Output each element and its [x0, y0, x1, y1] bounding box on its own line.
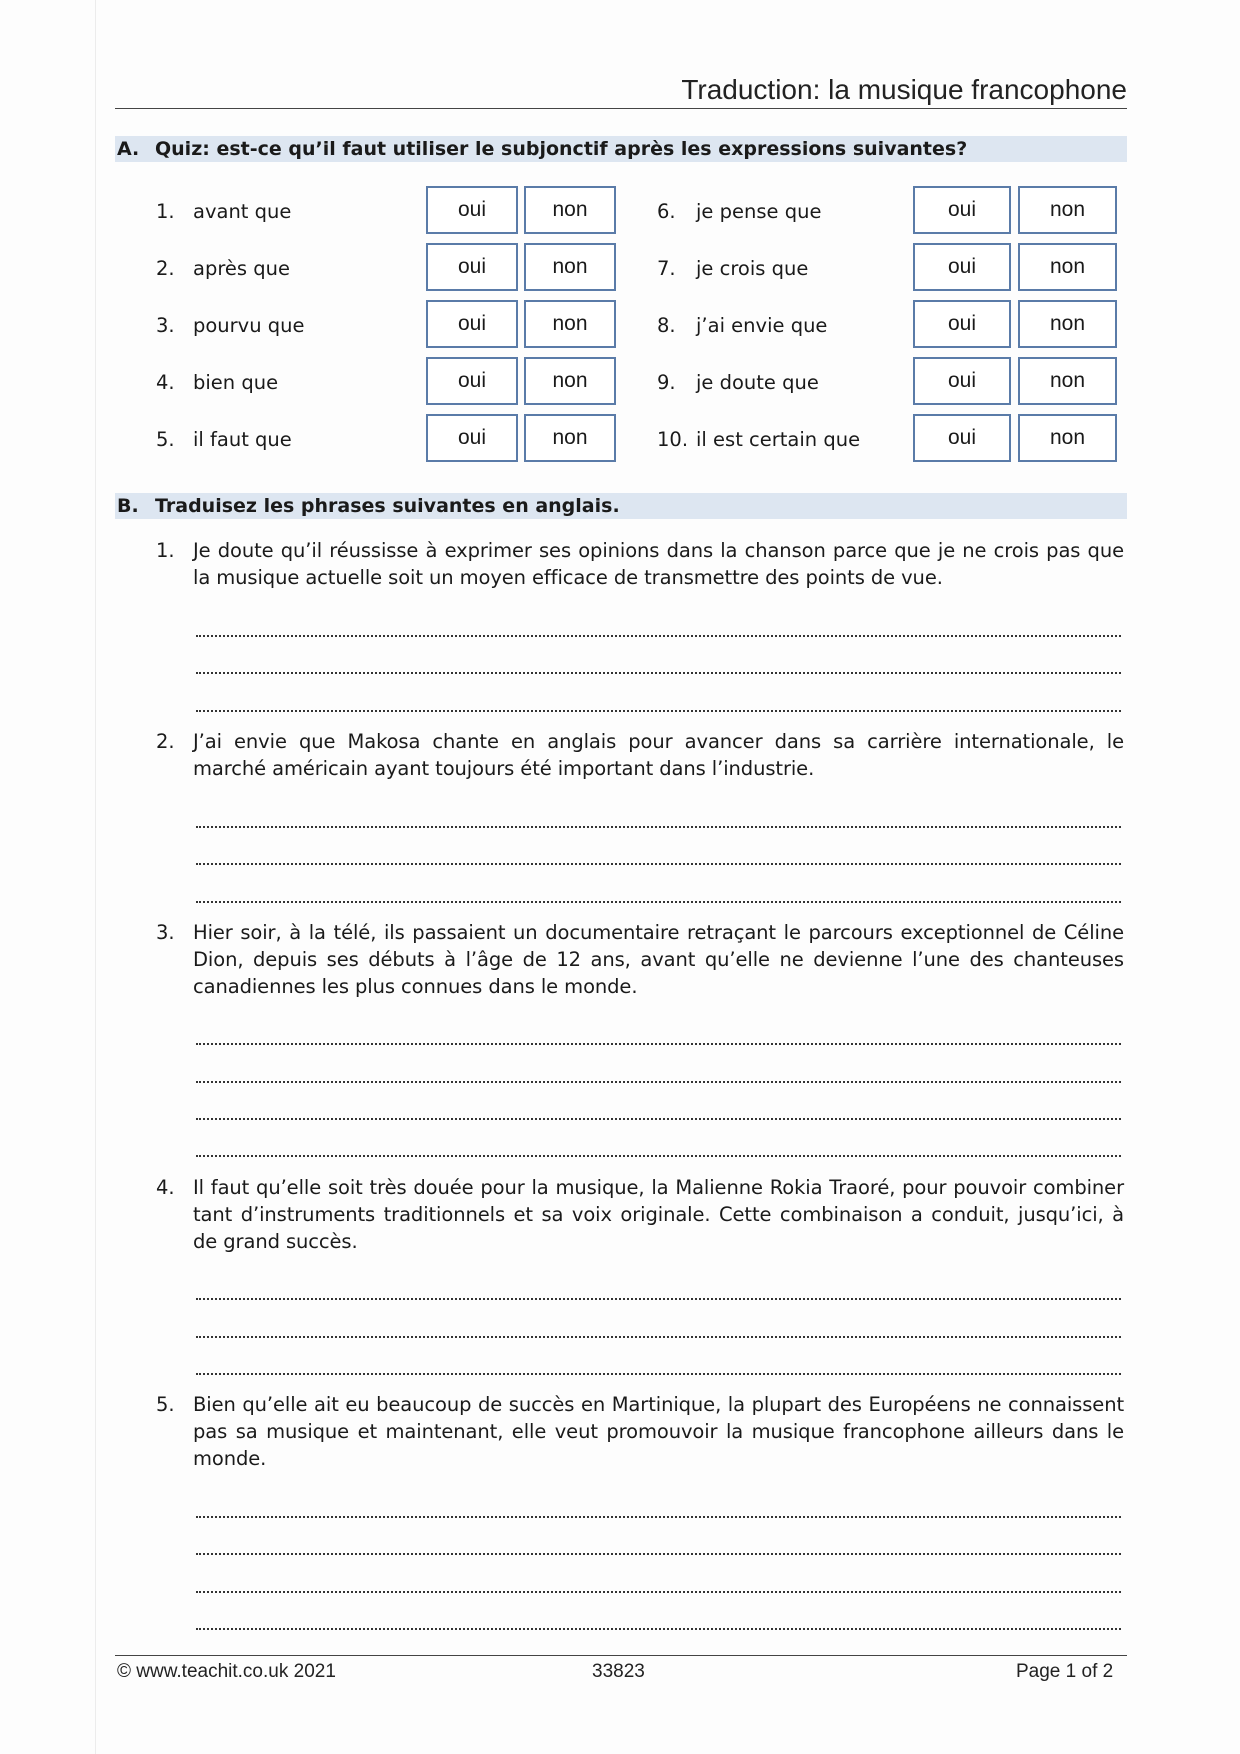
section-a-title: Quiz: est-ce qu’il faut utiliser le subjonctif après les expressions suivantes? [155, 138, 968, 160]
answer-line[interactable] [196, 672, 1121, 674]
quiz-number: 8. [657, 314, 676, 337]
non-option[interactable]: non [524, 357, 616, 405]
section-a-letter: A. [117, 138, 140, 160]
non-option[interactable]: non [1018, 243, 1117, 291]
non-option[interactable]: non [1018, 414, 1117, 462]
item-number: 1. [156, 539, 175, 562]
answer-line[interactable] [196, 635, 1121, 637]
french-sentence: Il faut qu’elle soit très douée pour la musique, la Malienne Rokia Traoré, pour pouvoir combiner tant d’instruments traditionnels et sa voix originale. Cette combinaison a conduit, jusqu’ici, à de grand succès. [193, 1176, 1124, 1253]
answer-line[interactable] [196, 1591, 1121, 1593]
quiz-expression: après que [193, 257, 291, 280]
answer-line[interactable] [196, 1043, 1121, 1045]
non-option[interactable]: non [524, 300, 616, 348]
answer-line[interactable] [196, 1373, 1121, 1375]
answer-line[interactable] [196, 710, 1121, 712]
non-option[interactable]: non [1018, 186, 1117, 234]
quiz-expression: il faut que [193, 428, 292, 451]
quiz-number: 2. [156, 257, 175, 280]
answer-line[interactable] [196, 1118, 1121, 1120]
section-b-title: Traduisez les phrases suivantes en anglais. [155, 495, 620, 517]
answer-line[interactable] [196, 1336, 1121, 1338]
footer-copyright: © www.teachit.co.uk 2021 [117, 1661, 336, 1682]
answer-line[interactable] [196, 1516, 1121, 1518]
french-sentence: Bien qu’elle ait eu beaucoup de succès en Martinique, la plupart des Européens ne connaissent pas sa musique et maintenant, elle veut promouvoir la musique francophone ailleurs dans le monde. [193, 1393, 1124, 1470]
page-title: Traduction: la musique francophone [681, 74, 1127, 105]
quiz-number: 6. [657, 200, 676, 223]
non-option[interactable]: non [524, 243, 616, 291]
footer-code: 33823 [592, 1661, 645, 1682]
oui-option[interactable]: oui [426, 243, 518, 291]
quiz-expression: il est certain que [696, 428, 861, 451]
oui-option[interactable]: oui [913, 243, 1011, 291]
quiz-number: 7. [657, 257, 676, 280]
quiz-row [0, 185, 1240, 239]
quiz-number: 10. [657, 428, 689, 451]
section-b-heading [115, 493, 1127, 519]
non-option[interactable]: non [524, 414, 616, 462]
french-sentence: Hier soir, à la télé, ils passaient un documentaire retraçant le parcours exceptionnel de Céline Dion, depuis ses débuts à l’âge de 12 ans, avant qu’elle ne devienne l’une des chanteuses canadiennes les plus connues dans le monde. [193, 921, 1124, 998]
quiz-row [0, 242, 1240, 296]
quiz-expression: pourvu que [193, 314, 305, 337]
non-option[interactable]: non [1018, 300, 1117, 348]
item-number: 2. [156, 730, 175, 753]
oui-option[interactable]: oui [426, 300, 518, 348]
quiz-expression: bien que [193, 371, 279, 394]
quiz-expression: je pense que [696, 200, 822, 223]
answer-line[interactable] [196, 1081, 1121, 1083]
item-number: 4. [156, 1176, 175, 1199]
footer-page-number: Page 1 of 2 [1016, 1661, 1114, 1682]
answer-line[interactable] [196, 1298, 1121, 1300]
quiz-row [0, 413, 1240, 467]
answer-line[interactable] [196, 826, 1121, 828]
quiz-number: 3. [156, 314, 175, 337]
oui-option[interactable]: oui [426, 414, 518, 462]
section-a-heading [115, 136, 1127, 162]
quiz-row [0, 299, 1240, 353]
oui-option[interactable]: oui [913, 414, 1011, 462]
title-divider [115, 108, 1127, 109]
quiz-number: 5. [156, 428, 175, 451]
non-option[interactable]: non [524, 186, 616, 234]
non-option[interactable]: non [1018, 357, 1117, 405]
quiz-expression: je crois que [696, 257, 809, 280]
answer-line[interactable] [196, 1155, 1121, 1157]
oui-option[interactable]: oui [426, 357, 518, 405]
quiz-expression: j’ai envie que [696, 314, 828, 337]
quiz-row [0, 356, 1240, 410]
item-number: 5. [156, 1393, 175, 1416]
item-number: 3. [156, 921, 175, 944]
oui-option[interactable]: oui [426, 186, 518, 234]
french-sentence: Je doute qu’il réussisse à exprimer ses opinions dans la chanson parce que je ne crois pas que la musique actuelle soit un moyen efficace de transmettre des points de vue. [193, 539, 1124, 589]
answer-line[interactable] [196, 901, 1121, 903]
oui-option[interactable]: oui [913, 300, 1011, 348]
quiz-number: 1. [156, 200, 175, 223]
answer-line[interactable] [196, 1628, 1121, 1630]
quiz-expression: je doute que [696, 371, 819, 394]
oui-option[interactable]: oui [913, 186, 1011, 234]
answer-line[interactable] [196, 863, 1121, 865]
footer-divider [115, 1655, 1127, 1656]
quiz-number: 4. [156, 371, 175, 394]
section-b-letter: B. [117, 495, 139, 517]
answer-line[interactable] [196, 1553, 1121, 1555]
quiz-expression: avant que [193, 200, 292, 223]
french-sentence: J’ai envie que Makosa chante en anglais pour avancer dans sa carrière internationale, le marché américain ayant toujours été important dans l’industrie. [193, 730, 1124, 780]
oui-option[interactable]: oui [913, 357, 1011, 405]
quiz-number: 9. [657, 371, 676, 394]
